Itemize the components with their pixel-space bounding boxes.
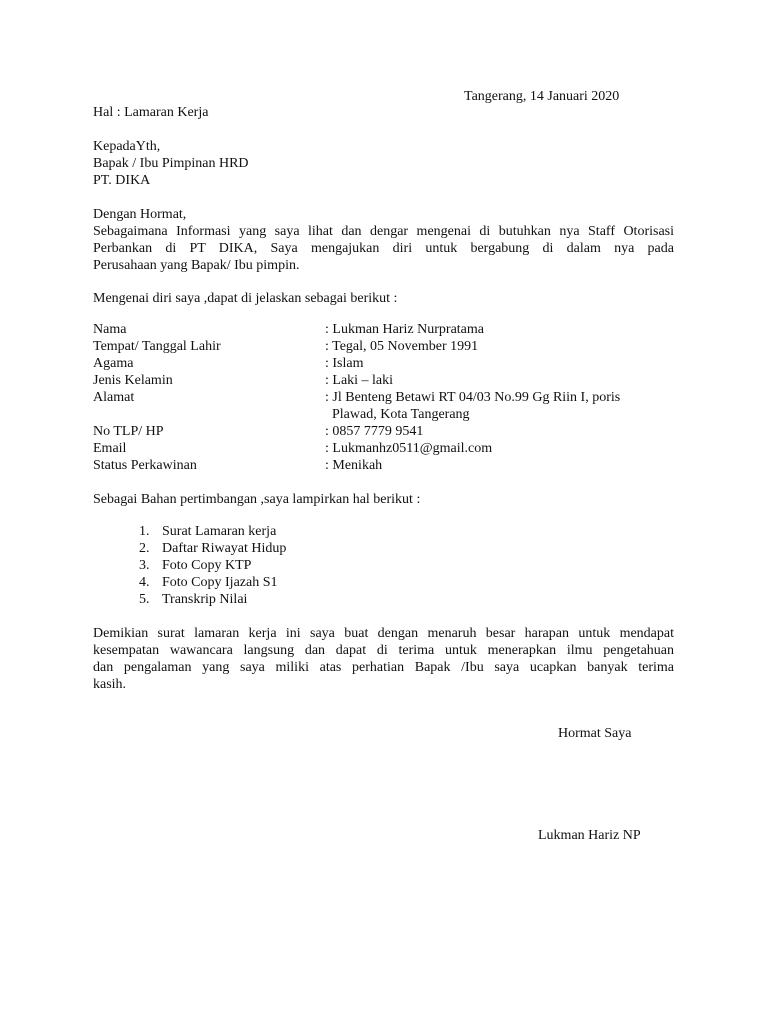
- detail-label: Alamat: [93, 390, 135, 405]
- detail-value: : Lukmanhz0511@gmail.com: [325, 441, 493, 456]
- list-text: Transkrip Nilai: [162, 592, 248, 607]
- paragraph-line: dan pengalaman yang saya miliki atas perhatian Bapak /Ibu saya ucapkan banyak terima: [93, 660, 674, 675]
- recipient-line: Bapak / Ibu Pimpinan HRD: [93, 156, 249, 171]
- list-number: 1.: [139, 524, 150, 539]
- detail-row: [93, 406, 674, 423]
- list-text: Foto Copy KTP: [162, 558, 252, 573]
- list-number: 4.: [139, 575, 150, 590]
- recipient-line: KepadaYth,: [93, 139, 161, 154]
- detail-row: [93, 440, 674, 457]
- detail-row: [93, 457, 674, 474]
- recipient-line: PT. DIKA: [93, 173, 151, 188]
- detail-row: [93, 338, 674, 355]
- detail-row: [93, 423, 674, 440]
- list-item: [139, 574, 286, 591]
- detail-value: : Tegal, 05 November 1991: [325, 339, 479, 354]
- detail-row: [93, 372, 674, 389]
- greeting: Dengan Hormat,: [93, 207, 187, 222]
- paragraph-line: kasih.: [93, 677, 127, 692]
- list-number: 3.: [139, 558, 150, 573]
- detail-value: : Laki – laki: [325, 373, 394, 388]
- paragraph-line: Sebagaimana Informasi yang saya lihat dan dengar mengenai di butuhkan nya Staff Otorisasi: [93, 224, 674, 239]
- detail-label: Jenis Kelamin: [93, 373, 173, 388]
- detail-label: Email: [93, 441, 127, 456]
- sign-off: Hormat Saya: [558, 726, 632, 741]
- detail-value: Plawad, Kota Tangerang: [325, 407, 470, 422]
- detail-label: Status Perkawinan: [93, 458, 197, 473]
- details-intro: Mengenai diri saya ,dapat di jelaskan sebagai berikut :: [93, 291, 398, 306]
- detail-row: [93, 355, 674, 372]
- closing-paragraph: [93, 625, 674, 693]
- list-number: 2.: [139, 541, 150, 556]
- recipient-block: [93, 138, 249, 189]
- intro-paragraph: [93, 223, 674, 274]
- paragraph-line: Perusahaan yang Bapak/ Ibu pimpin.: [93, 258, 300, 273]
- attachments-list: [139, 523, 286, 608]
- detail-row: [93, 321, 674, 338]
- signer-name: Lukman Hariz NP: [538, 828, 641, 843]
- paragraph-line: Demikian surat lamaran kerja ini saya buat dengan menaruh besar harapan untuk mendapat: [93, 626, 674, 641]
- detail-label: Tempat/ Tanggal Lahir: [93, 339, 221, 354]
- detail-label: Nama: [93, 322, 127, 337]
- list-item: [139, 591, 286, 608]
- detail-value: : Menikah: [325, 458, 383, 473]
- detail-label: Agama: [93, 356, 134, 371]
- detail-label: No TLP/ HP: [93, 424, 164, 439]
- list-number: 5.: [139, 592, 150, 607]
- attachments-intro: Sebagai Bahan pertimbangan ,saya lampirkan hal berikut :: [93, 492, 421, 507]
- paragraph-line: Perbankan di PT DIKA, Saya mengajukan diri untuk bergabung di dalam nya pada: [93, 241, 674, 256]
- detail-value: : 0857 7779 9541: [325, 424, 424, 439]
- letter-date: Tangerang, 14 Januari 2020: [464, 89, 620, 104]
- detail-value: : Islam: [325, 356, 364, 371]
- list-text: Foto Copy Ijazah S1: [162, 575, 278, 590]
- list-item: [139, 540, 286, 557]
- letter-subject: Hal : Lamaran Kerja: [93, 105, 209, 120]
- list-item: [139, 523, 286, 540]
- detail-value: : Jl Benteng Betawi RT 04/03 No.99 Gg Riin I, poris: [325, 390, 621, 405]
- list-text: Daftar Riwayat Hidup: [162, 541, 287, 556]
- detail-value: : Lukman Hariz Nurpratama: [325, 322, 484, 337]
- detail-row: [93, 389, 674, 406]
- list-item: [139, 557, 286, 574]
- list-text: Surat Lamaran kerja: [162, 524, 277, 539]
- personal-details: [93, 321, 674, 474]
- paragraph-line: kesempatan wawancara langsung dan dapat di terima untuk menerapkan ilmu pengetahuan: [93, 643, 674, 658]
